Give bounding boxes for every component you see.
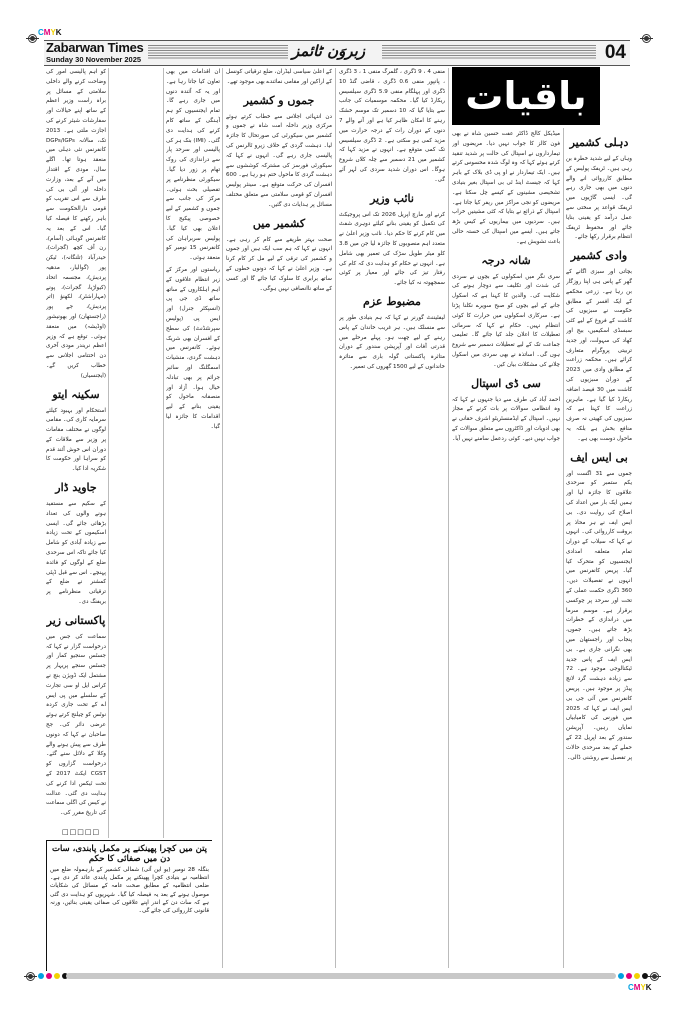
column-divider (563, 128, 564, 968)
boxed-story (46, 840, 212, 971)
article-column-4 (226, 68, 332, 968)
article-text: وہاں کے لیے شدید خطرہ بن رہی ہیں۔ ٹریفک پولیس کے مطابق کارروائی انے والے دنوں میں بھی جاری رہے گی۔ ایسی گاڑیوں میں ٹریفک قواعد پر سختی سے عمل درآمد کو یقینی بنایا جائے اور محفوظ ٹریفک انتظام برقرار رکھا جائے۔ (566, 156, 632, 241)
magenta-swatch (626, 973, 632, 979)
article-text: بچاتی اور سبزی اگانے کے گھر کے پاس ہی اپنا روزگار بن رہا ہے۔ زرعی محکمے کے ایک افسر کے مطابق حکومت نے سبزیوں کی کاشت کے فروغ کے لیے کئی سبسڈی اسکیمیں، بیج اور کھاد کی سہولت، اور جدید تربیتی پروگرام متعارف کرائے ہیں۔ محکمہ زراعت کے مطابق وادی میں 2023 کے دوران سبزیوں کی کاشت میں 30 فیصد اضافہ ریکارڈ کیا گیا ہے۔ ماہرین زراعت کا کہنا ہے کہ سبزیوں کی کھیتی نہ صرف منافع بخش ہے بلکہ یہ ماحول دوست بھی ہے۔ (566, 269, 632, 442)
black-swatch (642, 973, 648, 979)
cmyk-label-bottom: CMYK (628, 983, 652, 992)
article-column-1 (566, 130, 632, 968)
article-text: کے اعلیٰ سیاسی لیڈران، ضلع ترقیاتی کونسل کے اراکین اور مقامی نمائندے بھی موجود تھے۔ (226, 69, 332, 85)
article-column-5 (166, 68, 220, 838)
article-heading: کشمیر میں (252, 216, 306, 230)
article-text: دن انتہائی اجلاس سے خطاب کرتے ہوئے مرکزی وزیر داخلہ امت شاہ نے جموں و کشمیر میں سیکورٹی کی صورتحال کا جائزہ لیا۔ دہشت گردی کے خلاف زیرو ٹالرنس کی پالیسی جاری رہے گی۔ انہوں نے کہا کہ سیکورٹی فورسز کی مشترکہ کوششوں سے دہشت گردی کا ماحول ختم ہو رہا ہے۔ 600 افسران کی حرکت متوقع ہے۔ سینئر پولیس افسران کو قومی سلامتی سے متعلق مختلف مسائل پر ہدایات دی گئیں۔ (226, 113, 332, 208)
article-heading: جاوید ڈار (55, 481, 97, 495)
article-text: استحکام اور بہبود کیلئے سرمایہ کاری کی۔ مقامی لوگوں نے مختلف مقامات پر وزیر سے ملاقات کے دوران اس خوش آئند قدم کو سراہا اور حکومت کا شکریہ ادا کیا۔ (46, 407, 106, 473)
newspaper-title-urdu: زبروَن ٹائمز (292, 42, 366, 60)
article-column-6 (46, 68, 106, 824)
column-divider (448, 68, 449, 968)
article-column-2 (452, 130, 560, 968)
issue-date: Sunday 30 November 2025 (46, 55, 142, 64)
article-text: جموں سے 31 اگست اور یکم ستمبر کو سرحدی علاقوں کا جائزہ لیا اور ہمیں ایک بار میں اعداد کی اصلاح کی روایت دی۔ بی ایس ایف نے ہر محاذ پر بروقت کارروائی کی۔ انہوں نے کہا کہ سیلاب کے دوران تمام متعلقہ امدادی ایجنسیوں کو متحرک کیا گیا۔ پریس کانفرنس میں انہوں نے تفصیلات دیں۔ 360 ڈگری حکمت عملی کے تحت اور سرحد پر چوکسی برقرار ہے۔ موسم سرما میں دراندازی کے خطرات بڑھ جاتے ہیں۔ جموں، پنجاب اور راجستھان میں بھی نگرانی جاری ہے۔ بی ایس ایف کے پاس جدید ٹیکنالوجی موجود ہے۔ 72 سے زیادہ دہشت گرد لانچ پیڈز پر موجود ہیں۔ پریس کانفرنس میں آئی جی بی ایس ایف نے کہا کہ 2025 میں فورس کی کامیابیاں نمایاں رہیں۔ آپریشن سندور کے بعد اپریل 22 کے حملے کے بعد سرحدی حالات پر تفصیل سے روشنی ڈالی۔ (566, 470, 632, 761)
article-text: احمد آباد کی طرف سے دیا جنہوں نے کہا کہ وہ انتظامی سوالات پر بات کرنے کے مجاز نہیں۔ اسپتال کے ایڈمنسٹریٹو اشرف حقانی نے بھی ادویات اور ڈاکٹروں سے متعلق سوالات کے جواب نہیں دیے۔ کوئی ردعمل سامنے نہیں آیا۔ (452, 396, 560, 442)
masthead-rule-right (382, 45, 596, 60)
registration-mark-icon (26, 972, 35, 981)
article-heading: جموں و کشمیر (243, 93, 315, 107)
column-divider (335, 68, 336, 968)
end-marker: □□□□□ (62, 828, 101, 836)
cmyk-label-top: CMYK (38, 28, 62, 37)
article-text: سری نگر میں اسکولوں کے بچوں نے سردی کی شدت اور تکلیف سے دوچار ہونے کی شکایت کی۔ والدین کا کہنا ہے کہ اسکول جانے کے لیے بچوں کو صبح سویرے نکلنا پڑتا ہے۔ سرکاری اسکولوں میں حرارت کا کوئی انتظام نہیں۔ حکام نے کہا کہ سرمائی تعطیلات کا اعلان جلد کیا جائے گا۔ تعلیمی جماعت تک کے لیے تعطیلات دسمبر سے شروع ہوں گی۔ اساتذہ نے بھی سردی میں اسکول چلانے کی مشکلات بیان کیں۔ (452, 273, 560, 368)
article-text: ان اقدامات میں بھی تعاون کیا جاتا رہا ہے۔ اور یہ کہ آئندہ دنوں میں جاری رہے گا۔ تمام ایجنسیوں کو ہم آہنگی کے ساتھ کام کرنے کی ہدایت دی گئی۔ (IMI) بنک ہر کی پالیسی اور سرحد پار سے دراندازی کی روک تھام پر زور دیا گیا۔ سیکورٹی منظرنامے پر تفصیلی بحث ہوئی۔ مرکز کی جانب سے جموں و کشمیر کے لیے خصوصی پیکیج کا اعلان بھی کیا گیا۔ پولیس سربراہان کی کانفرنس 15 نومبر کو منعقد ہوئی۔ (166, 69, 220, 262)
article-heading: مضبوط عزم (363, 294, 421, 308)
article-text: صحت بہتر طریقے سے کام کر رہی ہے۔ انہوں نے کہا کہ ہم سب ایک ہیں اور جموں و کشمیر کی ترقی کے لیے مل کر کام کرنا ہے۔ وزیر اعلیٰ نے کہا کہ دونوں خطوں کے ساتھ برابری کا سلوک کیا جائے گا اور کسی کے ساتھ ناانصافی نہیں ہوگی۔ (226, 236, 332, 292)
print-grey-bar (66, 973, 616, 979)
article-text: کے سکیم سے مستفید ہونے والوں کی تعداد بڑھائی جائے گی۔ ایسی اسکیموں کے تحت زیادہ سے زیادہ آبادی کو شامل کیا جائے تاکہ اس سرحدی ضلع کے لوگوں کو فائدہ پہنچے۔ اس سے قبل ڈپٹی کمشنر نے ضلع کے ترقیاتی منظرنامے پر بریفنگ دی۔ (46, 501, 106, 606)
article-heading: پاکستانی زیر (46, 613, 106, 627)
color-swatches-right (618, 973, 648, 979)
newspaper-title: Zabarwan Times (46, 40, 144, 55)
masthead (44, 40, 630, 66)
article-heading: سکینہ ایتو (52, 387, 100, 401)
article-text: لیفٹیننٹ گورنر نے کہا کہ ہم بنیادی طور پر سے منسلک ہیں۔ ہر غریب خاندان کے پاس رہنے کے لیے چھت ہو۔ پہلے مرحلے میں قدرتی آفات اور آپریشن سندور کے دوران متاثرہ پاکستانی گولہ باری سے متاثرہ خاندانوں کے لیے 1500 گھروں کی تعمیر۔ (339, 314, 445, 370)
article-text: منفی 4 ، 9 ڈگری ، گلمرگ منفی 1 ، 3 ڈگری ، پانپور منفی 0.6 ڈگری ، قاضی گنڈ 10 ڈگری اور پہلگام منفی 5.9 ڈگری سیلسیس ریکارڈ کیا گیا۔ محکمہ موسمیات کی جانب سے بتایا گیا کہ 10 دسمبر تک موسم خشک رہنے کا امکان ظاہر کیا ہے اور آنے والے 7 دنوں کے دوران رات کے درجہ حرارت میں مزید کمی ہو سکتی ہے۔ 2 ڈگری سیلسیس تک کمی متوقع ہے۔ انہوں نے مزید کہا کہ کشمیر میں 21 دسمبر سے چلہ کلاں شروع ہوگا۔ اس دوران شدید سردی کی لہر آئے گی۔ (339, 69, 445, 183)
cyan-swatch (38, 973, 44, 979)
article-text: میڈیکل کالج ڈاکٹر عفت حسین شاہ نے بھی فون کالز کا جواب نہیں دیا۔ مریضوں اور تیمارداروں نے اسپتال کی حالت پر شدید تنقید کرتے ہوئے کہا کہ وہ لوگ شدہ محسوس کرتے ہیں۔ ایک تیماردار نے او پی ڈی بلاک کے باہر کہا کہ جیسٹ اینڈ ٹی بی اسپتال بغیر بنیادی تشخیصی مشینوں کے کیسے چل سکتا ہے۔ مریضوں کو نجی مراکز میں ریفر کیا جاتا ہے۔ اسپتال کے ذرائع نے بتایا کہ کئی مشینیں خراب ہیں۔ سردیوں میں بیماریوں کے کیس بڑھ جاتے ہیں۔ ایسے میں اسپتال کی خستہ حالی باعث تشویش ہے۔ (452, 131, 560, 245)
section-banner: باقیات (452, 67, 600, 125)
yellow-swatch (54, 973, 60, 979)
article-text: کو اہم پالیسی امور کی وضاحت کرنے والے داخلی سلامتی کے مسائل پر براہ راست وزیر اعظم کے ساتھ اپنے خیالات اور سفارشات شیئر کرنے کی اجازت ملتی ہے۔ 2013 تک، سالانہ DGPs/IGPs کانفرنس نئی دہلی میں منعقد ہوتا تھا۔ اگلے سال، مودی کے اقتدار میں آنے کے بعد، وزارت داخلہ اور آئی بی کی طرف سے اس تقریب کو قومی دارالحکومت سے باہر رکھنے کا فیصلہ کیا گیا۔ اس کے بعد یہ کانفرنس گوہاٹی (آسام)، رن آف کچھ (گجرات)، حیدرآباد (تلنگانہ)، ٹیکن پور (گوالیار، مدھیہ پردیش)، مجسمہ اتحاد (کیواڑیا، گجرات)، پونے (مہاراشٹر)، لکھنؤ (اتر پردیش)، جے پور (راجستھان) اور بھونیشور (اوڈیشہ) میں منعقد ہوئی۔ توقع ہے کہ وزیر اعظم نریندر مودی آخری دن اختتامی اجلاس سے خطاب کریں گے۔ (ایجنسیاں) (46, 69, 106, 379)
yellow-swatch (634, 973, 640, 979)
article-heading: بی ایس ایف (570, 450, 628, 464)
article-column-3 (339, 68, 445, 968)
masthead-left (46, 41, 143, 64)
masthead-rule-left (148, 45, 288, 60)
boxed-story-body: بنگلہ 28 نومبر (یو این آئی) شمالی کشمیر کے بارہمولہ ضلع میں انتظامیہ نے بنیادی کچرا پھینکنے پر مکمل پابندی عائد کر دی ہے۔ ضلعی انتظامیہ کے مطابق صحت عامہ کے مسائل کی شکایات موصول ہونے کے بعد یہ فیصلہ کیا گیا۔ شہریوں کو ہدایت دی گئی ہے کہ سات دن کے اندر اپنے علاقوں کی صفائی یقینی بنائیں، ورنہ قانونی کارروائی کی جائے گی۔ (50, 867, 209, 915)
article-text: سماعت کی جس میں درخواست گزار نے کہا کہ جسٹس سنجیو کمار اور جسٹس سنجے پریہار پر مشتمل ایک ڈویژن بنچ نے کراس ایل او سی تجارت کے سلسلے میں پی ایس اے کے تحت جاری کردہ نوٹس کو چیلنج کرتے ہوئے عرضی دائر کی۔ جج صاحبان نے کہا کہ دونوں طرف سے پیش ہونے والے وکلا کے دلائل سنے گئے۔ درخواست گزاروں کو CGST ایکٹ 2017 کے تحت ٹیکس ادا کرنے کی ہدایت دی گئی۔ عدالت نے کیس کی اگلی سماعت کی تاریخ مقرر کی۔ (46, 633, 106, 817)
registration-mark-icon (642, 34, 651, 43)
article-text: کرنے اور مارچ اپریل 2026 تک اس پروجیکٹ کی تکمیل کو یقینی بنانے کیلئے دوہری شفٹ میں کام کرنے کا حکم دیا۔ نائب وزیر اعلیٰ نے متعدد اہم منصوبوں کا جائزہ لیا جن میں 3.8 کلو میٹر طویل سڑک کی تعمیر بھی شامل ہے۔ انہوں نے حکام کو ہدایت دی کہ کام کی رفتار تیز کی جائے اور معیار پر کوئی سمجھوتہ نہ کیا جائے۔ (339, 211, 445, 287)
column-divider (222, 68, 223, 968)
boxed-story-headline: پتن میں کچرا پھینکنے پر مکمل پابندی، سات دن میں صفائی کا حکم (51, 844, 208, 864)
column-divider (163, 68, 164, 838)
cyan-swatch (618, 973, 624, 979)
registration-mark-icon (28, 34, 37, 43)
article-heading: دہلی کشمیر (569, 136, 629, 149)
article-heading: نائب وزیر (370, 191, 414, 205)
registration-mark-icon (650, 972, 659, 981)
column-divider (108, 68, 109, 838)
article-heading: شانہ درجہ (481, 253, 531, 267)
magenta-swatch (46, 973, 52, 979)
color-swatches-left (38, 973, 68, 979)
article-heading: وادی کشمیر (570, 249, 628, 263)
article-text: ریاستوں اور مرکز کے زیر انتظام علاقوں کے اہم اہلکاروں کے ساتھ ساتھ ڈی جی پی (انسپکٹر جنرل) اور ایس پی (پولیس سپرنٹنڈنٹ) کی سطح کے افسران بھی شریک ہوئے۔ کانفرنس میں دہشت گردی، منشیات اسمگلنگ اور سائبر جرائم پر بھی تبادلہ خیال ہوا۔ آزاد اور منصفانہ ماحول کو یقینی بنانے کے لیے اقدامات کا جائزہ لیا گیا۔ (166, 266, 220, 430)
article-heading: سی ڈی اسپتال (471, 376, 541, 390)
page-number: 04 (604, 42, 626, 63)
